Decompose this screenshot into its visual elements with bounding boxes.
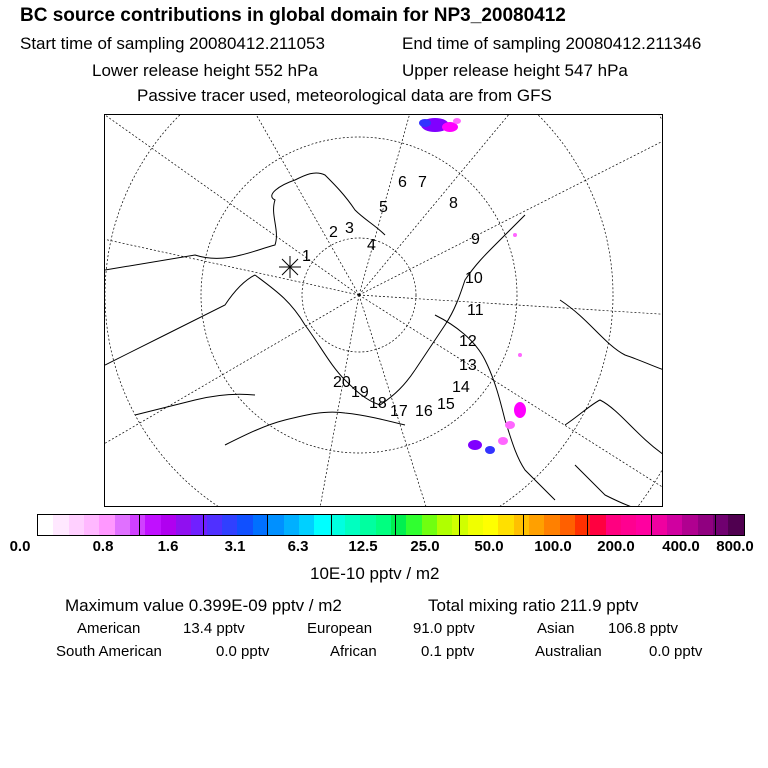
plume-blob <box>419 119 431 127</box>
trajectory-label: 2 <box>329 224 338 241</box>
colorbar-tick-label: 3.1 <box>224 538 246 555</box>
upper-release-height: Upper release height 547 hPa <box>402 61 628 80</box>
colorbar-segment <box>299 515 314 535</box>
colorbar-tick-label: 12.5 <box>348 538 378 555</box>
colorbar-segment <box>406 515 421 535</box>
african-value: 0.1 pptv <box>421 643 475 660</box>
colorbar-divider <box>203 514 204 536</box>
australian-value: 0.0 pptv <box>649 643 703 660</box>
coastline <box>225 412 405 445</box>
asian-label: Asian <box>537 620 575 637</box>
meridian <box>315 295 359 507</box>
coastline <box>105 275 255 365</box>
colorbar-segment <box>222 515 237 535</box>
colorbar-segment <box>391 515 406 535</box>
end-time: End time of sampling 20080412.211346 <box>402 34 702 53</box>
trajectory-label: 11 <box>467 302 484 319</box>
trajectory-label: 3 <box>345 220 354 237</box>
page-title: BC source contributions in global domain for NP3_20080412 <box>20 5 566 26</box>
colorbar-divider <box>587 514 588 536</box>
south-american-value: 0.0 pptv <box>216 643 270 660</box>
european-label: European <box>307 620 373 637</box>
coastline <box>135 394 255 415</box>
trajectory-label: 19 <box>351 384 369 401</box>
colorbar-segment <box>376 515 391 535</box>
trajectory-label: 15 <box>437 396 455 413</box>
trajectory-label: 10 <box>465 270 483 287</box>
polar-map-svg <box>105 115 663 507</box>
trajectory-label: 13 <box>459 357 477 374</box>
coastlines <box>105 173 663 507</box>
colorbar-segment <box>191 515 206 535</box>
colorbar-divider <box>267 514 268 536</box>
colorbar-segment <box>84 515 99 535</box>
star-marker <box>279 256 301 278</box>
south-american-label: South American <box>56 643 162 660</box>
colorbar-segment <box>99 515 114 535</box>
plume-blob <box>514 402 526 418</box>
colorbar-segment <box>115 515 130 535</box>
colorbar-segment <box>560 515 575 535</box>
colorbar-segment <box>161 515 176 535</box>
plume-blob <box>513 233 517 237</box>
colorbar-tick-label: 1.6 <box>157 538 179 555</box>
lower-release-height: Lower release height 552 hPa <box>92 61 318 80</box>
colorbar-divider <box>139 514 140 536</box>
colorbar-tick-label: 6.3 <box>287 538 309 555</box>
colorbar-segment <box>682 515 697 535</box>
colorbar-segment <box>606 515 621 535</box>
colorbar-segment <box>422 515 437 535</box>
trajectory-label: 4 <box>367 237 376 254</box>
colorbar-segment <box>284 515 299 535</box>
colorbar-segment <box>437 515 452 535</box>
plume-blob <box>453 118 461 124</box>
meridian <box>359 135 663 295</box>
trajectory-label: 12 <box>459 333 477 350</box>
colorbar-segment <box>69 515 84 535</box>
colorbar-segment <box>253 515 268 535</box>
plume-blob <box>505 421 515 429</box>
coastline <box>575 465 635 507</box>
meridian <box>359 295 663 315</box>
colorbar-segment <box>38 515 53 535</box>
colorbar-segment <box>498 515 513 535</box>
colorbar-segment <box>53 515 68 535</box>
colorbar-tick-label: 400.0 <box>662 538 700 555</box>
trajectory-label: 20 <box>333 374 351 391</box>
colorbar-segment <box>360 515 375 535</box>
coastline <box>560 300 663 370</box>
african-label: African <box>330 643 377 660</box>
meridian <box>105 235 359 295</box>
trajectory-label: 14 <box>452 379 470 396</box>
colorbar-tick-label: 100.0 <box>534 538 572 555</box>
colorbar-segment <box>176 515 191 535</box>
colorbar-divider <box>523 514 524 536</box>
colorbar-segment <box>529 515 544 535</box>
trajectory-label: 1 <box>302 248 311 265</box>
trajectory-label: 9 <box>471 231 480 248</box>
colorbar-divider <box>651 514 652 536</box>
colorbar-segment <box>268 515 283 535</box>
american-value: 13.4 pptv <box>183 620 245 637</box>
trajectory-label: 8 <box>449 195 458 212</box>
colorbar-segment <box>652 515 667 535</box>
colorbar-tick-label: 800.0 <box>716 538 754 555</box>
colorbar-segment <box>728 515 743 535</box>
colorbar-tick-label: 0.8 <box>92 538 114 555</box>
colorbar-segment <box>575 515 590 535</box>
colorbar-divider <box>331 514 332 536</box>
colorbar-divider <box>715 514 716 536</box>
colorbar-segment <box>544 515 559 535</box>
graticule <box>105 115 663 507</box>
colorbar-unit: 10E-10 pptv / m2 <box>310 564 440 583</box>
colorbar-divider <box>459 514 460 536</box>
colorbar-segment <box>130 515 145 535</box>
australian-label: Australian <box>535 643 602 660</box>
colorbar-segment <box>314 515 329 535</box>
coastline <box>105 173 385 270</box>
asian-value: 106.8 pptv <box>608 620 679 637</box>
colorbar-segment <box>698 515 713 535</box>
colorbar-tick-label: 50.0 <box>474 538 504 555</box>
coastline <box>565 400 663 455</box>
start-time: Start time of sampling 20080412.211053 <box>20 34 325 53</box>
colorbar-divider <box>395 514 396 536</box>
plume-blob <box>468 440 482 450</box>
colorbar-tick-label: 0.0 <box>9 538 31 555</box>
colorbar-segment <box>636 515 651 535</box>
meridian <box>359 295 663 495</box>
colorbar <box>37 514 745 536</box>
plume-blob <box>518 353 522 357</box>
colorbar-segment <box>237 515 252 535</box>
trajectory-label: 17 <box>390 403 408 420</box>
colorbar-segment <box>345 515 360 535</box>
colorbar-segment <box>667 515 682 535</box>
latitude-circle <box>105 115 613 507</box>
polar-map <box>104 114 663 507</box>
colorbar-segment <box>590 515 605 535</box>
trajectory-label: 18 <box>369 395 387 412</box>
colorbar-segment <box>468 515 483 535</box>
colorbar-segment <box>483 515 498 535</box>
colorbar-tick-label: 200.0 <box>597 538 635 555</box>
max-value: Maximum value 0.399E-09 pptv / m2 <box>65 596 342 615</box>
trajectory-label: 5 <box>379 199 388 216</box>
meridian <box>105 295 359 455</box>
tracer-note: Passive tracer used, meteorological data are from GFS <box>137 86 552 105</box>
european-value: 91.0 pptv <box>413 620 475 637</box>
colorbar-segment <box>621 515 636 535</box>
meridian <box>245 115 359 295</box>
trajectory-label: 7 <box>418 174 427 191</box>
plume-blob <box>485 446 495 454</box>
trajectory-label: 6 <box>398 174 407 191</box>
colorbar-tick-label: 25.0 <box>410 538 440 555</box>
trajectory-label: 16 <box>415 403 433 420</box>
total-mixing-ratio: Total mixing ratio 211.9 pptv <box>428 596 639 615</box>
plume-blob <box>498 437 508 445</box>
colorbar-segment <box>145 515 160 535</box>
american-label: American <box>77 620 141 637</box>
colorbar-segment <box>514 515 529 535</box>
colorbar-segment <box>207 515 222 535</box>
